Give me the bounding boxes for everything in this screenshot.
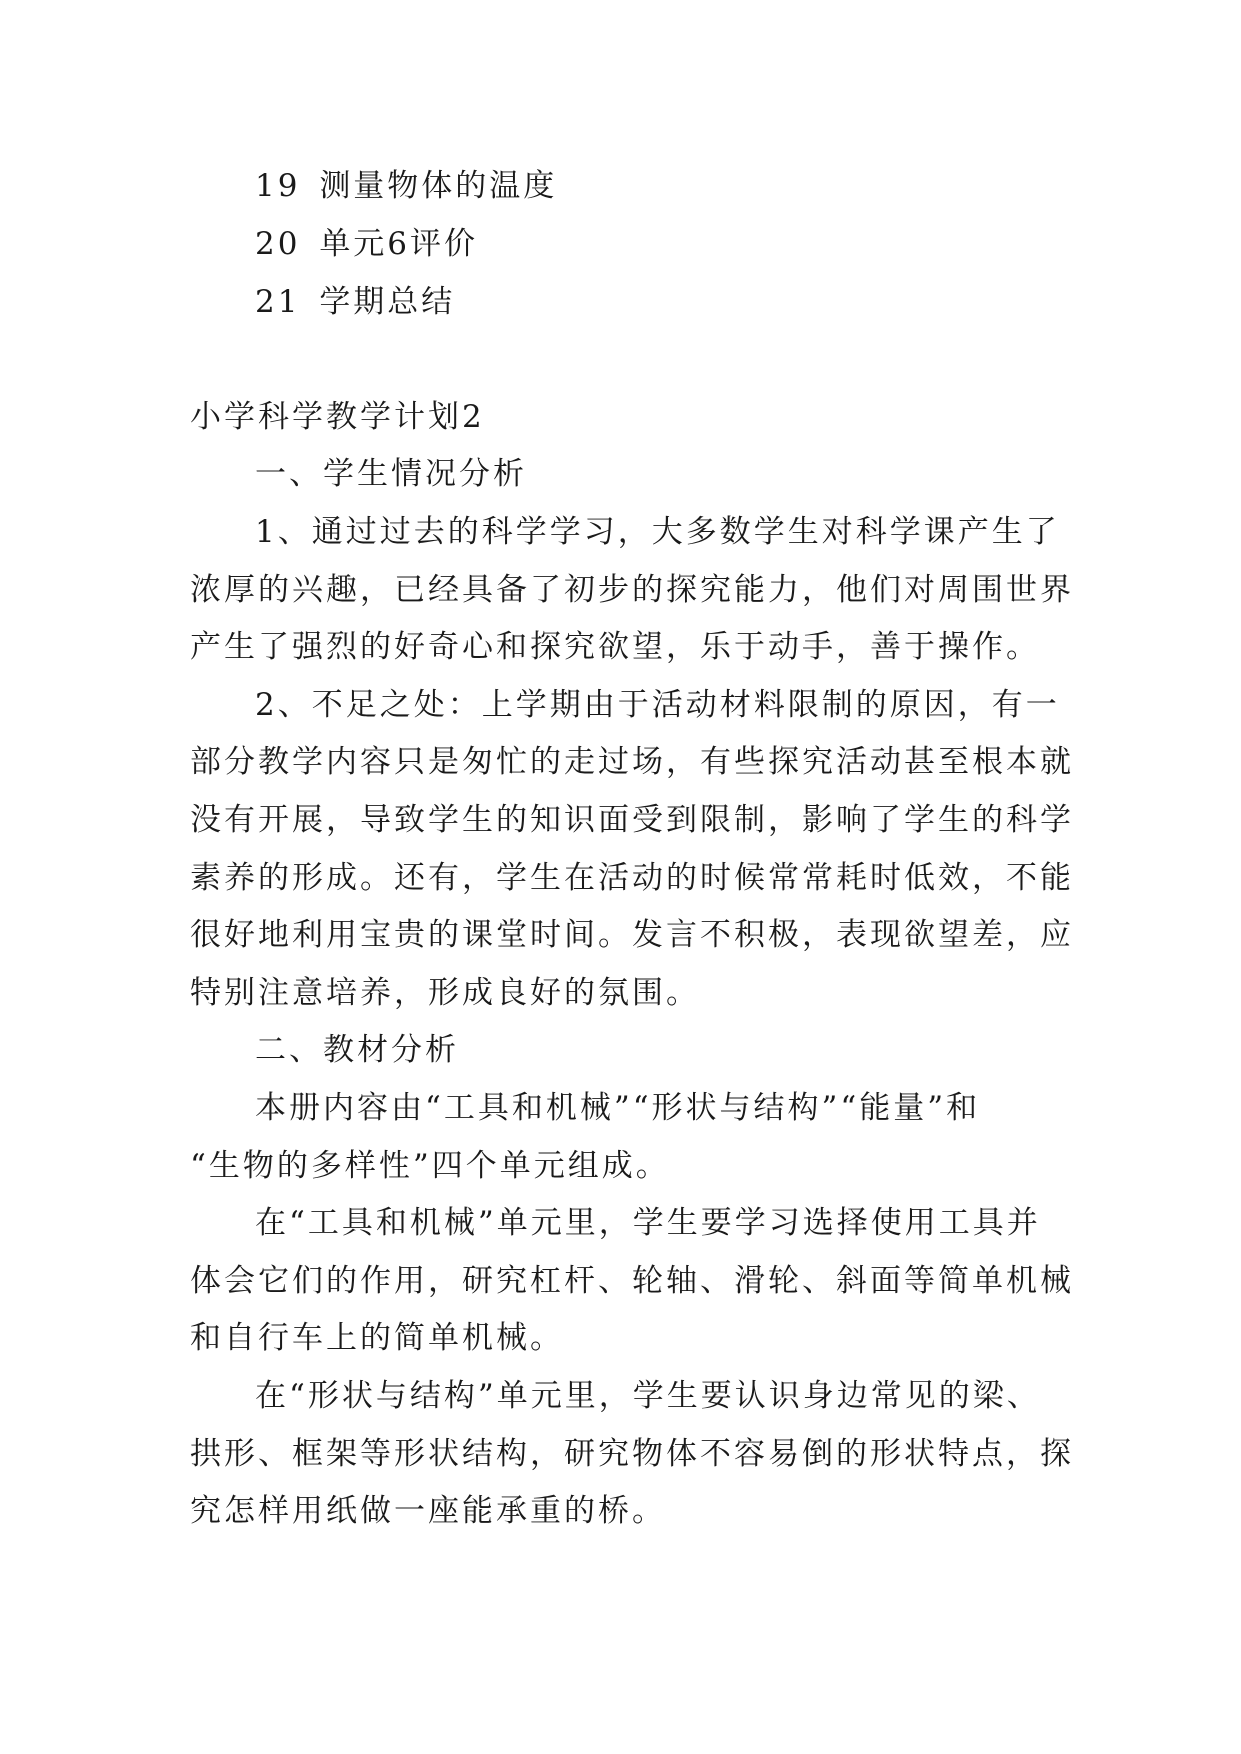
paragraph-line: 体会它们的作用，研究杠杆、轮轴、滑轮、斜面等简单机械 — [190, 1263, 1074, 1299]
paragraph-line: 很好地利用宝贵的课堂时间。发言不积极，表现欲望差，应 — [190, 917, 1074, 953]
paragraph-line: 特别注意培养，形成良好的氛围。 — [190, 975, 700, 1011]
paragraph-line: 没有开展，导致学生的知识面受到限制，影响了学生的科学 — [190, 802, 1074, 838]
paragraph-line: 拱形、框架等形状结构，研究物体不容易倒的形状特点，探 — [190, 1436, 1074, 1472]
list-item — [255, 282, 1135, 322]
paragraph-line: 部分教学内容只是匆忙的走过场，有些探究活动甚至根本就 — [190, 744, 1074, 780]
paragraph-line: 1、通过过去的科学学习，大多数学生对科学课产生了 — [255, 514, 1060, 550]
paragraph-line: 产生了强烈的好奇心和探究欲望，乐于动手，善于操作。 — [190, 629, 1040, 665]
list-item — [255, 224, 1135, 264]
paragraph-line: 在“工具和机械”单元里，学生要学习选择使用工具并 — [255, 1205, 1041, 1241]
paragraph-line: 和自行车上的简单机械。 — [190, 1320, 564, 1356]
list-item-number: 20 — [255, 226, 301, 262]
section-title: 小学科学教学计划2 — [190, 399, 485, 435]
paragraph-line: “生物的多样性”四个单元组成。 — [190, 1148, 670, 1184]
paragraph-line: 在“形状与结构”单元里，学生要认识身边常见的梁、 — [255, 1378, 1041, 1414]
paragraph-line: 浓厚的兴趣，已经具备了初步的探究能力，他们对周围世界 — [190, 572, 1074, 608]
heading-textbook-analysis: 二、教材分析 — [255, 1032, 459, 1068]
list-item-number: 21 — [255, 284, 301, 320]
list-item-text: 单元6评价 — [319, 226, 479, 262]
paragraph-line: 素养的形成。还有，学生在活动的时候常常耗时低效，不能 — [190, 860, 1074, 896]
paragraph-line: 2、不足之处：上学期由于活动材料限制的原因，有一 — [255, 687, 1060, 723]
list-item-number: 19 — [255, 168, 301, 204]
list-item-text: 测量物体的温度 — [319, 168, 558, 204]
heading-student-analysis: 一、学生情况分析 — [255, 456, 527, 492]
paragraph-line: 本册内容由“工具和机械”“形状与结构”“能量”和 — [255, 1090, 981, 1126]
paragraph-line: 究怎样用纸做一座能承重的桥。 — [190, 1493, 666, 1529]
list-item — [255, 166, 1135, 206]
list-item-text: 学期总结 — [319, 284, 456, 320]
